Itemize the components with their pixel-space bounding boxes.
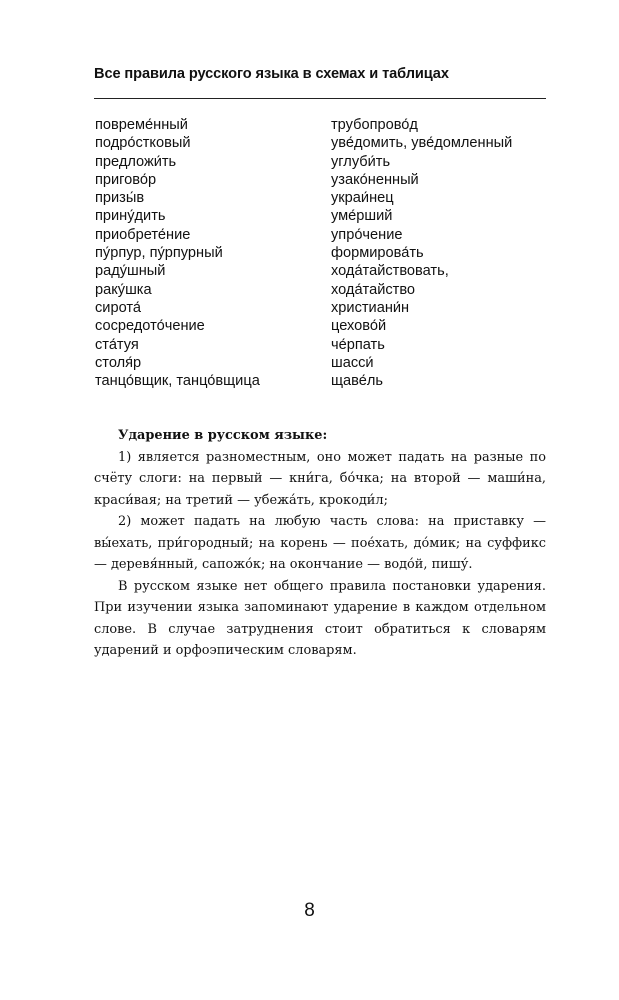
word-list-right-column	[331, 116, 551, 390]
word-list-item: шасси́	[331, 354, 374, 371]
word-list-item: упро́чение	[331, 226, 403, 243]
word-list-item: трубопрово́д	[331, 117, 418, 133]
word-list-item: формирова́ть	[331, 245, 424, 262]
word-list-item: пригово́р	[95, 171, 157, 188]
word-list-item: танцо́вщик, танцо́вщица	[95, 373, 260, 390]
word-list-item: че́рпать	[331, 336, 385, 353]
word-list-item: ста́туя	[95, 336, 139, 353]
word-list-item: хода́тайство	[331, 281, 416, 298]
word-list-item: раду́шный	[95, 263, 166, 280]
word-list-item: углуби́ть	[331, 153, 391, 170]
section-title: Ударение в русском языке:	[118, 428, 328, 443]
body-paragraph: В русском языке нет общего правила постановки ударения. При изучении языка запоминают ударение в каждом отдельном слове. В случае затруднения стоит обратиться к словарям ударений и орфоэпическим словарям.	[94, 578, 546, 658]
word-list-item: прину́дить	[95, 208, 166, 225]
word-list-item: щаве́ль	[331, 373, 383, 390]
word-list-item: цехово́й	[331, 318, 387, 335]
word-list-left-column	[95, 116, 315, 390]
word-list-item: повреме́нный	[95, 117, 188, 133]
word-list-item: призы́в	[95, 190, 145, 207]
word-list-item: уме́рший	[331, 208, 393, 225]
running-header: Все правила русского языка в схемах и таблицах	[94, 66, 449, 82]
word-list-item: сосредото́чение	[95, 318, 205, 335]
word-list-item: раку́шка	[95, 281, 152, 298]
stress-rules-section	[94, 425, 546, 662]
word-list-item: подро́стковый	[95, 135, 191, 152]
word-list-item: пу́рпур, пу́рпурный	[95, 245, 223, 262]
page-number: 8	[304, 900, 315, 921]
word-list-item: хода́тайствовать,	[331, 263, 449, 280]
word-list-item: христиани́н	[331, 299, 410, 316]
rule-item-2: 2) может падать на любую часть слова: на приставку — вы́ехать, при́городный; на корень — пое́хать, до́мик; на суффикс — деревя́нный, сапожо́к; на окончание — водо́й, пишу́.	[94, 514, 546, 572]
word-list-item: украи́нец	[331, 190, 394, 207]
rule-item-1: 1) является разноместным, оно может падать на разные по счёту слоги: на первый — кни́га, бо́чка; на второй — маши́на, краси́вая; на третий — убежа́ть, крокоди́л;	[94, 449, 546, 508]
word-list-item: приобрете́ние	[95, 226, 191, 243]
header-rule	[94, 98, 546, 99]
word-list-item: узако́ненный	[331, 171, 419, 188]
word-list-item: столя́р	[95, 354, 142, 371]
word-list-item: предложи́ть	[95, 153, 177, 170]
word-list-item: сирота́	[95, 299, 141, 316]
word-list-item: уве́домить, уве́домленный	[331, 135, 513, 152]
